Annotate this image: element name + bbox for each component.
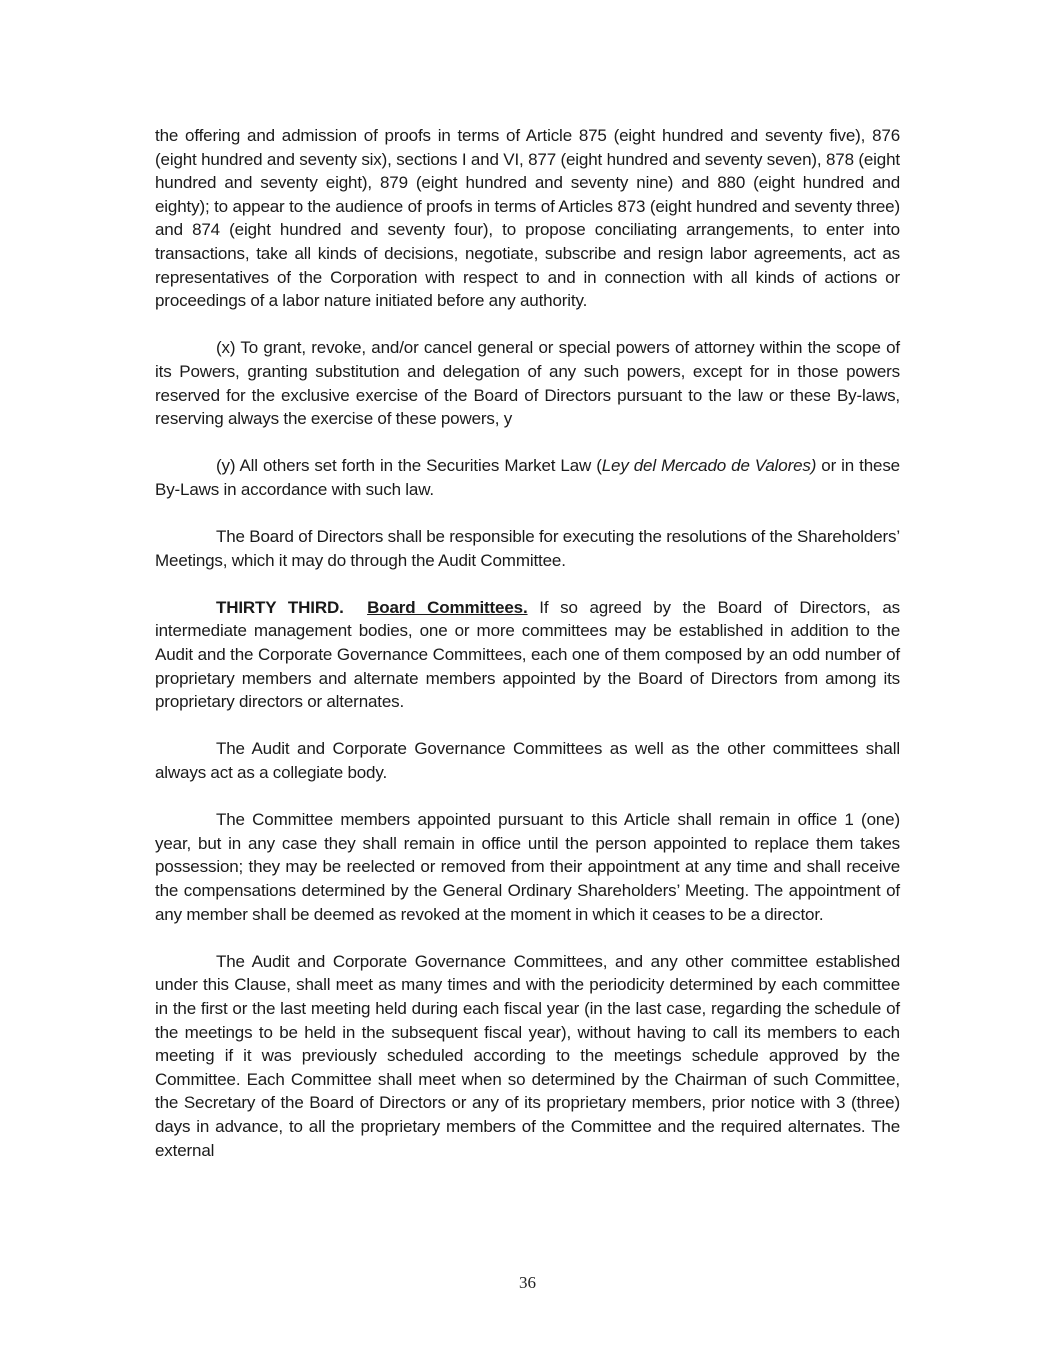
item-y-italic-law-name: Ley del Mercado de Valores) — [601, 456, 817, 476]
paragraph-committee-meetings: The Audit and Corporate Governance Committees, and any other committee established under this Clause, shall meet as many times and with the periodicity determined by each committee in the first or the last meeting held during each fiscal year (in the last case, regarding the schedule of the meetings to be held in the subsequent fiscal year), without having to call its members to each meeting if it was previously scheduled according to the meetings schedule approved by the Committee. Each Committee shall meet when so determined by the Chairman of such Committee, the Secretary of the Board of Directors or any of its proprietary members, prior notice with 3 (three) days in advance, to all the proprietary members of the Committee and the required alternates. The external — [155, 951, 900, 1160]
paragraph-item-y-securities-market-law — [155, 454, 900, 501]
paragraph-article-thirty-third — [155, 596, 900, 714]
paragraph-item-x-powers-of-attorney: (x) To grant, revoke, and/or cancel general or special powers of attorney within the scope of its Powers, granting substitution and delegation of any such powers, except for in those powers reserved for the exclusive exercise of the Board of Directors pursuant to the law or these By-laws, reserving always the exercise of these powers, y — [155, 338, 900, 429]
paragraph-committee-member-term: The Committee members appointed pursuant to this Article shall remain in office 1 (one) year, but in any case they shall remain in office until the person appointed to replace them takes possession; they may be reelected or removed from their appointment at any time and shall receive the compensations determined by the General Ordinary Shareholders’ Meeting. The appointment of any member shall be deemed as revoked at the moment in which it ceases to be a director. — [155, 810, 900, 924]
article-body-text: If so agreed by the Board of Directors, as intermediate management bodies, one or more committees may be established in addition to the Audit and the Corporate Governance Committees, each one of them composed by an odd number of proprietary members and alternate members appointed by the Board of Directors from among its proprietary directors or alternates. — [155, 597, 900, 712]
article-number: THIRTY THIRD. — [216, 597, 344, 617]
document-page-body — [155, 124, 900, 1186]
paragraph-collegiate-body: The Audit and Corporate Governance Committees as well as the other committees shall always act as a collegiate body. — [155, 739, 900, 783]
item-y-text-after: or in these By-Laws in accordance with such law. — [155, 456, 900, 499]
article-heading-spacer — [344, 598, 367, 617]
article-title: Board Committees. — [367, 597, 528, 617]
page-number: 36 — [519, 1273, 536, 1292]
paragraph-labor-proceedings-continuation: the offering and admission of proofs in terms of Article 875 (eight hundred and seventy five), 876 (eight hundred and seventy six), sections I and VI, 877 (eight hundred and seventy seven), 878 (eight hundred and seventy eight), 879 (eight hundred and seventy nine) and 880 (eight hundred and eighty); to appear to the audience of proofs in terms of Articles 873 (eight hundred and seventy three) and 874 (eight hundred and seventy four), to propose conciliating arrangements, to enter into transactions, take all kinds of decisions, negotiate, subscribe and resign labor agreements, act as representatives of the Corporation with respect to and in connection with all kinds of actions or proceedings of a labor nature initiated before any authority. — [155, 126, 900, 311]
paragraph-board-resolutions: The Board of Directors shall be responsible for executing the resolutions of the Shareholders’ Meetings, which it may do through the Audit Committee. — [155, 527, 900, 570]
item-y-text-before: (y) All others set forth in the Securities Market Law ( — [216, 456, 602, 476]
